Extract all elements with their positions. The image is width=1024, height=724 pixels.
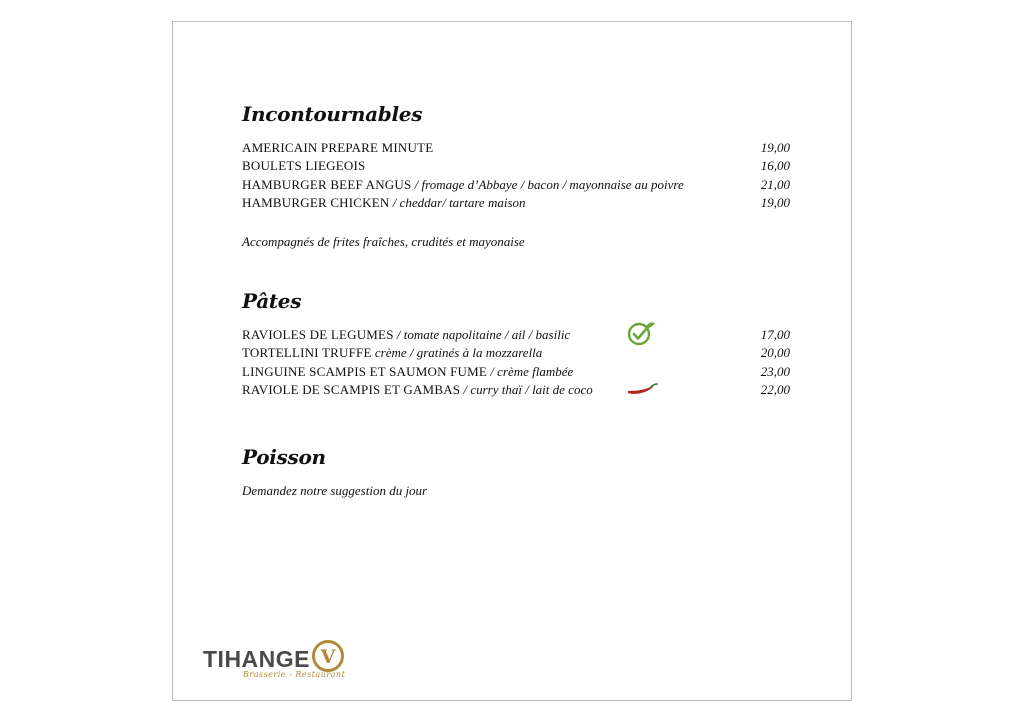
item-name: TORTELLINI TRUFFE	[242, 345, 372, 361]
menu-item	[242, 194, 790, 212]
menu-item	[242, 381, 790, 399]
item-name: BOULETS LIEGEOIS	[242, 158, 366, 174]
item-description: / fromage d’Abbaye / bacon / mayonnaise au poivre	[411, 176, 684, 192]
logo-numeral: V	[320, 646, 336, 668]
menu-item	[242, 139, 790, 157]
item-name: HAMBURGER CHICKEN	[242, 195, 390, 211]
item-price: 22,00	[760, 382, 790, 398]
section-poisson	[242, 444, 790, 500]
item-price: 16,00	[760, 158, 790, 174]
item-name: RAVIOLES DE LEGUMES	[242, 327, 394, 342]
section-note: Demandez notre suggestion du jour	[242, 483, 428, 498]
section-title: Pâtes	[242, 289, 302, 313]
item-price: 21,00	[760, 176, 790, 192]
item-description: crème / gratinés à la mozzarella	[371, 345, 543, 361]
menu-item	[242, 363, 790, 381]
item-price: 19,00	[760, 195, 790, 211]
item-name: AMERICAIN PREPARE MINUTE	[242, 140, 434, 155]
item-description: / tomate napolitaine / ail / basilic	[393, 327, 571, 342]
menu-item	[242, 157, 790, 175]
brand-logo	[203, 636, 353, 686]
menu-items	[242, 139, 790, 213]
red-chili-pepper-icon	[626, 383, 658, 402]
section-incontournables	[242, 101, 790, 251]
logo-name: TIHANGE	[203, 646, 310, 672]
menu-item	[242, 326, 790, 344]
menu-items	[242, 326, 790, 400]
item-description: / curry thaï / lait de coco	[460, 382, 593, 398]
item-name: LINGUINE SCAMPIS ET SAUMON FUME	[242, 363, 488, 379]
item-price: 23,00	[760, 363, 790, 379]
section-note: Accompagnés de frites fraîches, crudités et mayonaise	[242, 233, 525, 249]
item-description: / crème flambée	[487, 363, 574, 379]
item-price: 20,00	[760, 345, 790, 361]
item-price: 19,00	[760, 140, 790, 155]
item-name: RAVIOLE DE SCAMPIS ET GAMBAS	[242, 382, 461, 398]
section-pates	[242, 288, 790, 400]
menu-item	[242, 176, 790, 194]
section-title: Incontournables	[242, 102, 423, 126]
logo-subtitle: Brasserie - Restaurant	[243, 670, 346, 679]
item-price: 17,00	[760, 327, 790, 342]
item-name: HAMBURGER BEEF ANGUS	[242, 176, 412, 192]
menu-item	[242, 344, 790, 362]
menu-page	[172, 21, 852, 701]
section-title: Poisson	[242, 445, 326, 469]
item-description: / cheddar/ tartare maison	[389, 195, 526, 211]
